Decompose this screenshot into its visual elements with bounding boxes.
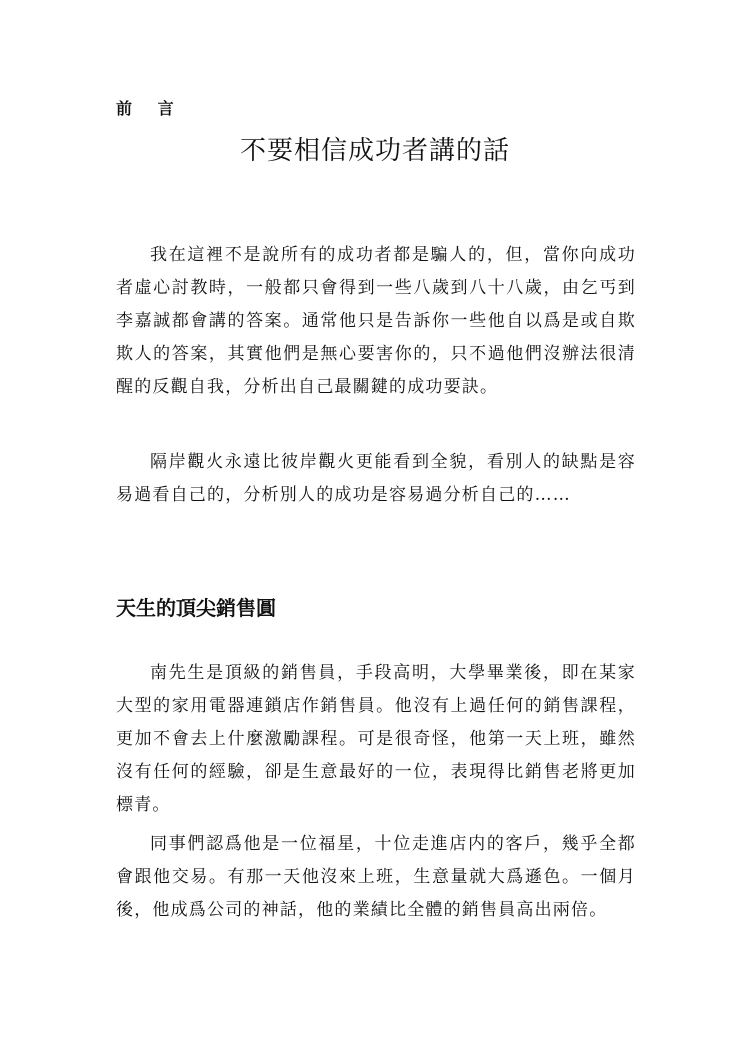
section-heading: 天生的頂尖銷售圓 (116, 596, 276, 620)
preface-paragraph-1: 我在這裡不是說所有的成功者都是騙人的，但，當你向成功者虛心討教時，一般都只會得到一些八歲到八十八歲，由乞丐到李嘉誠都會講的答案。通常他只是告訴你一些他自以爲是或自欺欺人的答案，其實他們是無心要害你的，只不過他們沒辦法很清醒的反觀自我，分析出自己最關鍵的成功要訣。 (116, 245, 636, 397)
section-paragraph-2: 同事們認爲他是一位福星，十位走進店内的客戶，幾乎全都會跟他交易。有那一天他沒來上班，生意量就大爲遜色。一個月後，他成爲公司的神話，他的業績比全體的銷售員高出兩倍。 (116, 834, 636, 920)
section-paragraph-1: 南先生是頂級的銷售員，手段高明，大學畢業後，即在某家大型的家用電器連鎖店作銷售員。他沒有上過任何的銷售課程，更加不會去上什麼激勵課程。可是很奇怪，他第一天上班，雖然沒有任何的經驗，卻是生意最好的一位，表現得比銷售老將更加標青。 (116, 663, 636, 815)
preface-label: 前 言 (116, 99, 184, 118)
chapter-title: 不要相信成功者講的話 (239, 136, 510, 166)
preface-paragraph-2: 隔岸觀火永遠比彼岸觀火更能看到全貌，看別人的缺點是容易過看自己的，分析別人的成功是容易過分析自己的…… (116, 452, 636, 505)
